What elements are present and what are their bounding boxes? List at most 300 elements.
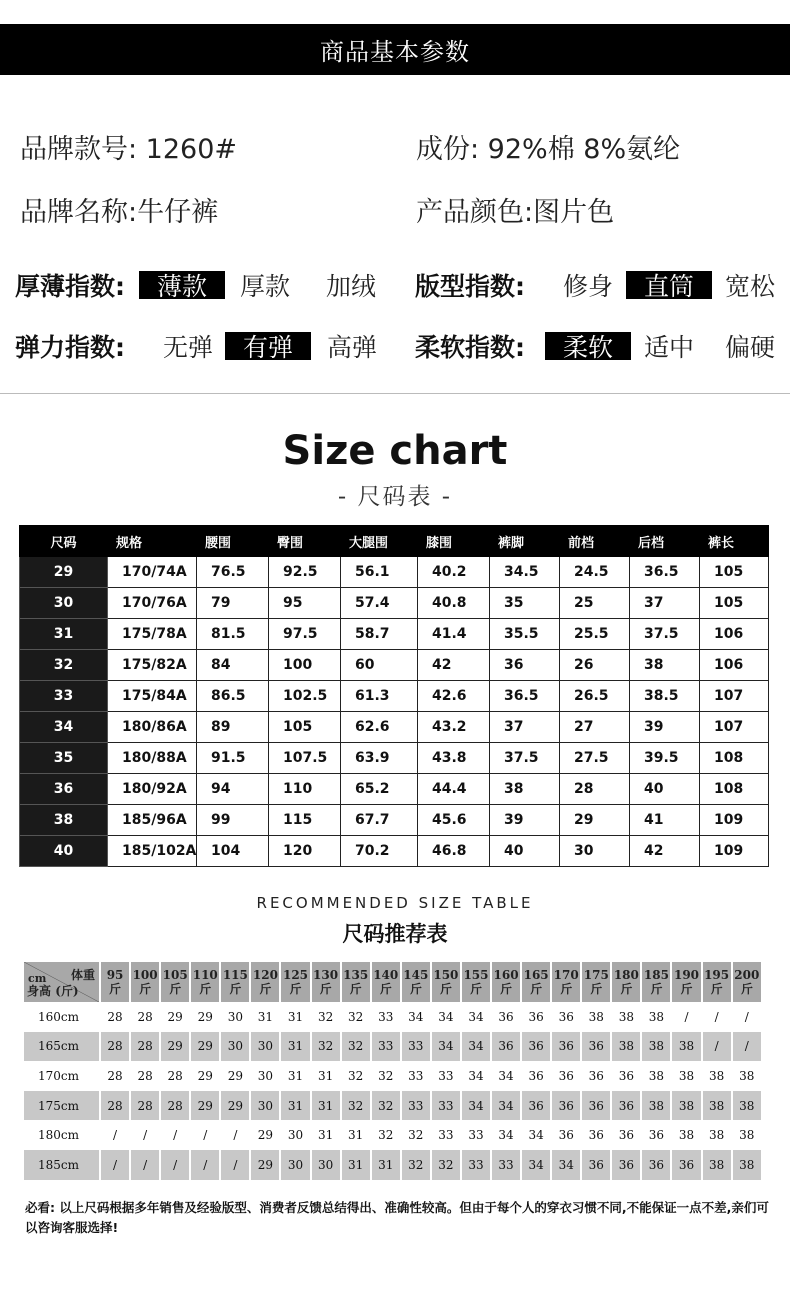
weight-value: 170 [553, 968, 579, 982]
recommended-size-cell: 33 [432, 1091, 462, 1121]
recommended-size-cell: 29 [221, 1091, 251, 1121]
size-label-cell: 32 [20, 650, 108, 681]
size-chart-header-cell: 腰围 [197, 526, 269, 557]
recommended-size-cell: 33 [438, 1128, 454, 1143]
corner-cm-label: cm [28, 972, 47, 985]
recommended-size-cell: 36 [648, 1128, 665, 1143]
size-value-cell: 108 [700, 774, 769, 805]
size-value-cell: 25.5 [560, 619, 630, 650]
weight-header-cell [612, 962, 642, 1002]
recommended-size-cell: 29 [257, 1128, 274, 1143]
recommended-size-cell: 36 [642, 1150, 672, 1180]
size-value-cell: 105 [269, 712, 341, 743]
softness-option: 偏硬 [724, 333, 775, 362]
recommended-size-cell: / [131, 1150, 161, 1180]
recommended-size-cell: 38 [648, 1068, 665, 1083]
size-value-cell: 27 [560, 712, 630, 743]
weight-unit: 斤 [439, 982, 452, 996]
thickness-option-selected: 薄款 [139, 271, 225, 299]
recommended-size-cell: / [733, 1032, 763, 1062]
size-value-cell: 97.5 [269, 619, 341, 650]
recommended-size-cell: 28 [131, 1091, 161, 1121]
size-chart-title: Size chart [282, 428, 508, 474]
weight-value: 120 [252, 968, 278, 982]
weight-header-cell [672, 962, 702, 1002]
size-label-cell: 31 [20, 619, 108, 650]
size-value-cell: 40.2 [418, 557, 490, 588]
size-value-cell: 36 [490, 650, 560, 681]
size-value-cell: 110 [269, 774, 341, 805]
recommended-size-cell: 38 [708, 1068, 725, 1083]
size-value-cell: 60 [341, 650, 418, 681]
recommended-size-cell: 38 [612, 1032, 642, 1062]
recommended-size-cell: 31 [348, 1128, 364, 1143]
recommended-header-row [24, 962, 763, 1002]
size-chart-table [19, 525, 769, 867]
size-value-cell: 28 [560, 774, 630, 805]
thickness-label: 厚薄指数: [15, 272, 125, 301]
recommended-size-cell: 36 [492, 1032, 522, 1062]
recommended-size-cell: 31 [342, 1150, 372, 1180]
recommended-size-cell: 38 [703, 1091, 733, 1121]
weight-header-cell [191, 962, 221, 1002]
size-value-cell: 25 [560, 588, 630, 619]
weight-value: 125 [282, 968, 309, 982]
size-value-cell: 37.5 [490, 743, 560, 774]
weight-unit: 斤 [680, 982, 693, 996]
recommended-corner-cell [24, 962, 101, 1002]
recommended-size-cell: 34 [468, 1009, 484, 1024]
weight-header-cell [492, 962, 522, 1002]
recommended-size-cell: 32 [317, 1009, 334, 1024]
recommended-size-cell: 32 [348, 1068, 364, 1083]
disclaimer-note: 必看: 以上尺码根据多年销售及经验版型、消费者反馈总结得出、准确性较高。但由于每个人的穿衣习惯不同,不能保证一点不差,亲们可以咨询客服选择! [25, 1200, 769, 1235]
weight-header-cell [432, 962, 462, 1002]
thickness-index [15, 265, 395, 305]
size-value-cell: 170/76A [108, 588, 197, 619]
recommended-size-cell: / [161, 1150, 191, 1180]
weight-value: 110 [192, 968, 218, 982]
size-value-cell: 115 [269, 805, 341, 836]
recommended-size-cell: 30 [312, 1150, 342, 1180]
size-value-cell: 120 [269, 836, 341, 867]
size-value-cell: 76.5 [197, 557, 269, 588]
weight-header-cell [161, 962, 191, 1002]
recommended-size-cell: 34 [468, 1068, 484, 1083]
size-value-cell: 67.7 [341, 805, 418, 836]
softness-option-selected: 柔软 [545, 332, 631, 360]
recommended-size-cell: 31 [287, 1068, 304, 1083]
recommended-size-cell: 33 [492, 1150, 522, 1180]
softness-index [415, 326, 790, 366]
size-chart-header-cell: 膝围 [418, 526, 490, 557]
weight-header-cell [281, 962, 311, 1002]
size-value-cell: 38 [490, 774, 560, 805]
recommended-size-cell: 38 [739, 1068, 755, 1083]
recommended-size-cell: 34 [462, 1032, 492, 1062]
recommended-size-cell: 33 [402, 1032, 432, 1062]
size-value-cell: 109 [700, 805, 769, 836]
recommended-size-cell: 36 [588, 1068, 604, 1083]
size-chart-header-cell: 前档 [560, 526, 630, 557]
size-value-cell: 41.4 [418, 619, 490, 650]
recommended-row [24, 1150, 763, 1180]
size-value-cell: 91.5 [197, 743, 269, 774]
size-chart-subtitle: - 尺码表 - [337, 484, 453, 510]
recommended-size-cell: 33 [402, 1091, 432, 1121]
size-value-cell: 37.5 [630, 619, 700, 650]
size-value-cell: 100 [269, 650, 341, 681]
weight-value: 100 [132, 968, 158, 982]
weight-unit: 斤 [500, 982, 513, 996]
weight-unit: 斤 [139, 982, 152, 996]
recommended-size-cell: 30 [281, 1150, 311, 1180]
weight-header-cell [221, 962, 251, 1002]
size-value-cell: 175/82A [108, 650, 197, 681]
weight-header-cell [131, 962, 161, 1002]
size-value-cell: 180/92A [108, 774, 197, 805]
recommended-size-cell: 30 [227, 1009, 243, 1024]
recommended-size-cell: 30 [251, 1032, 281, 1062]
size-value-cell: 89 [197, 712, 269, 743]
recommended-size-cell: 33 [408, 1068, 424, 1083]
size-value-cell: 62.6 [341, 712, 418, 743]
size-value-cell: 36.5 [490, 681, 560, 712]
weight-value: 175 [583, 968, 609, 982]
size-label-cell: 36 [20, 774, 108, 805]
weight-unit: 斤 [169, 982, 182, 996]
recommended-size-cell: 38 [739, 1128, 755, 1143]
recommended-size-cell: 29 [251, 1150, 281, 1180]
recommended-size-cell: 28 [107, 1009, 123, 1024]
size-value-cell: 39 [630, 712, 700, 743]
size-chart-header-cell: 后档 [630, 526, 700, 557]
corner-height-label: 身高 (斤) [27, 984, 79, 998]
size-value-cell: 86.5 [197, 681, 269, 712]
recommended-size-cell: 38 [642, 1032, 672, 1062]
size-value-cell: 81.5 [197, 619, 269, 650]
fit-option-selected: 直筒 [626, 271, 712, 299]
weight-unit: 斤 [560, 982, 573, 996]
size-value-cell: 79 [197, 588, 269, 619]
size-label-cell: 29 [20, 557, 108, 588]
size-value-cell: 99 [197, 805, 269, 836]
weight-value: 95 [106, 968, 124, 982]
recommended-size-cell: 31 [317, 1128, 334, 1143]
recommended-size-cell: 36 [522, 1091, 552, 1121]
recommended-size-cell: 36 [612, 1150, 642, 1180]
size-value-cell: 58.7 [341, 619, 418, 650]
recommended-title-en: RECOMMENDED SIZE TABLE [256, 894, 534, 912]
recommended-size-cell: 32 [348, 1009, 364, 1024]
size-value-cell: 180/86A [108, 712, 197, 743]
size-value-cell: 104 [197, 836, 269, 867]
recommended-size-cell: 29 [197, 1009, 213, 1024]
size-value-cell: 38 [630, 650, 700, 681]
size-value-cell: 92.5 [269, 557, 341, 588]
recommended-size-cell: 30 [251, 1091, 281, 1121]
size-chart-row [20, 743, 769, 774]
weight-unit: 斤 [409, 982, 422, 996]
recommended-size-cell: 32 [372, 1091, 402, 1121]
weight-header-cell [342, 962, 372, 1002]
size-value-cell: 29 [560, 805, 630, 836]
size-value-cell: 40.8 [418, 588, 490, 619]
size-chart-header-cell: 臀围 [269, 526, 341, 557]
weight-unit: 斤 [289, 982, 302, 996]
recommended-size-cell: 28 [137, 1009, 153, 1024]
recommended-size-cell: 32 [378, 1068, 394, 1083]
recommended-size-cell: 38 [672, 1091, 702, 1121]
recommended-size-cell: 28 [131, 1032, 161, 1062]
recommended-size-cell: 32 [432, 1150, 462, 1180]
recommended-size-cell: 31 [281, 1091, 311, 1121]
weight-header-cell [402, 962, 432, 1002]
weight-value: 165 [523, 968, 549, 982]
size-chart-row [20, 650, 769, 681]
recommended-size-cell: / [143, 1128, 148, 1143]
size-value-cell: 94 [197, 774, 269, 805]
weight-unit: 斤 [379, 982, 392, 996]
recommended-size-cell: 29 [167, 1009, 183, 1024]
weight-header-cell [733, 962, 763, 1002]
spec-color: 产品颜色:图片色 [416, 197, 615, 228]
recommended-size-cell: / [203, 1128, 208, 1143]
size-value-cell: 109 [700, 836, 769, 867]
size-value-cell: 95 [269, 588, 341, 619]
weight-header-cell [522, 962, 552, 1002]
recommended-size-cell: 29 [161, 1032, 191, 1062]
recommended-size-cell: 29 [227, 1068, 243, 1083]
size-value-cell: 42.6 [418, 681, 490, 712]
size-chart-header-cell: 裤长 [700, 526, 769, 557]
softness-label: 柔软指数: [415, 333, 525, 362]
weight-value: 115 [222, 968, 248, 982]
recommended-size-cell: 32 [312, 1032, 342, 1062]
stretch-label: 弹力指数: [15, 333, 125, 362]
recommended-size-cell: / [191, 1150, 221, 1180]
weight-unit: 斤 [650, 982, 663, 996]
weight-header-cell [312, 962, 342, 1002]
weight-unit: 斤 [229, 982, 242, 996]
weight-value: 185 [643, 968, 669, 982]
recommended-size-cell: 28 [137, 1068, 153, 1083]
recommended-size-cell: 30 [287, 1128, 304, 1143]
weight-header-cell [552, 962, 582, 1002]
page-header: 商品基本参数 [0, 24, 790, 75]
recommended-size-cell: 34 [408, 1009, 424, 1024]
size-value-cell: 170/74A [108, 557, 197, 588]
recommended-size-cell: 33 [438, 1068, 454, 1083]
size-value-cell: 105 [700, 557, 769, 588]
recommended-size-cell: 36 [552, 1032, 582, 1062]
recommended-size-cell: 38 [648, 1009, 665, 1024]
weight-value: 145 [403, 968, 429, 982]
weight-unit: 斤 [530, 982, 543, 996]
height-cell: 185cm [24, 1150, 101, 1180]
size-value-cell: 63.9 [341, 743, 418, 774]
size-value-cell: 39.5 [630, 743, 700, 774]
size-value-cell: 180/88A [108, 743, 197, 774]
size-label-cell: 30 [20, 588, 108, 619]
recommended-size-cell: 29 [197, 1068, 213, 1083]
recommended-size-table [24, 962, 763, 1180]
recommended-size-cell: / [173, 1128, 178, 1143]
weight-unit: 斤 [740, 982, 753, 996]
recommended-size-cell: 33 [378, 1009, 394, 1024]
spec-composition: 成份: 92%棉 8%氨纶 [416, 134, 681, 165]
size-value-cell: 40 [490, 836, 560, 867]
recommended-size-cell: 36 [522, 1032, 552, 1062]
stretch-index [15, 326, 395, 366]
softness-option: 适中 [643, 333, 694, 362]
size-value-cell: 45.6 [418, 805, 490, 836]
recommended-size-cell: 33 [462, 1150, 492, 1180]
recommended-size-cell: 29 [191, 1091, 221, 1121]
size-value-cell: 26.5 [560, 681, 630, 712]
recommended-size-cell: 36 [618, 1068, 634, 1083]
size-value-cell: 185/102A [108, 836, 197, 867]
recommended-size-cell: 36 [558, 1009, 574, 1024]
recommended-row [24, 1032, 763, 1062]
recommended-row [24, 1002, 763, 1032]
size-value-cell: 42 [418, 650, 490, 681]
size-value-cell: 37 [630, 588, 700, 619]
weight-header-cell [642, 962, 672, 1002]
recommended-size-cell: 38 [618, 1009, 634, 1024]
recommended-size-cell: 36 [588, 1128, 604, 1143]
recommended-size-cell: 32 [408, 1128, 424, 1143]
recommended-size-cell: 38 [733, 1091, 763, 1121]
weight-unit: 斤 [590, 982, 603, 996]
stretch-option-selected: 有弹 [225, 332, 311, 360]
weight-value: 160 [493, 968, 519, 982]
recommended-size-cell: 38 [672, 1032, 702, 1062]
fit-index [415, 265, 790, 305]
recommended-size-cell: 36 [582, 1032, 612, 1062]
recommended-size-cell: 31 [317, 1068, 334, 1083]
size-value-cell: 175/84A [108, 681, 197, 712]
weight-value: 190 [673, 968, 700, 982]
weight-value: 155 [463, 968, 489, 982]
weight-unit: 斤 [259, 982, 272, 996]
recommended-size-cell: 38 [678, 1128, 695, 1143]
recommended-row [24, 1120, 763, 1150]
size-value-cell: 39 [490, 805, 560, 836]
recommended-size-cell: 30 [221, 1032, 251, 1062]
size-chart-row [20, 619, 769, 650]
recommended-size-cell: 34 [498, 1068, 514, 1083]
weight-unit: 斤 [349, 982, 362, 996]
recommended-size-cell: 36 [552, 1091, 582, 1121]
size-value-cell: 40 [630, 774, 700, 805]
weight-value: 105 [162, 968, 188, 982]
recommended-size-cell: 38 [642, 1091, 672, 1121]
size-label-cell: 40 [20, 836, 108, 867]
size-chart-header-row [20, 526, 769, 557]
recommended-size-cell: 34 [462, 1091, 492, 1121]
size-label-cell: 38 [20, 805, 108, 836]
fit-label: 版型指数: [415, 272, 525, 301]
recommended-size-cell: 31 [287, 1009, 304, 1024]
height-cell: 180cm [38, 1128, 80, 1143]
size-chart-header-cell: 规格 [108, 526, 197, 557]
recommended-size-cell: / [221, 1150, 251, 1180]
weight-header-cell [372, 962, 402, 1002]
recommended-row [24, 1091, 763, 1121]
recommended-size-cell: 31 [257, 1009, 274, 1024]
height-cell: 170cm [38, 1068, 80, 1083]
size-value-cell: 56.1 [341, 557, 418, 588]
size-value-cell: 38.5 [630, 681, 700, 712]
size-value-cell: 108 [700, 743, 769, 774]
size-chart-row [20, 774, 769, 805]
size-label-cell: 33 [20, 681, 108, 712]
size-value-cell: 65.2 [341, 774, 418, 805]
fit-option: 修身 [562, 272, 613, 301]
recommended-size-cell: 34 [528, 1128, 544, 1143]
recommended-title-zh: 尺码推荐表 [342, 922, 448, 946]
size-value-cell: 41 [630, 805, 700, 836]
weight-value: 195 [704, 968, 730, 982]
recommended-size-cell: 34 [522, 1150, 552, 1180]
weight-header-cell [703, 962, 733, 1002]
height-cell: 160cm [38, 1009, 80, 1024]
size-value-cell: 36.5 [630, 557, 700, 588]
weight-unit: 斤 [199, 982, 212, 996]
weight-unit: 斤 [109, 982, 122, 996]
size-value-cell: 43.8 [418, 743, 490, 774]
recommended-size-cell: 28 [167, 1068, 183, 1083]
recommended-size-cell: 31 [281, 1032, 311, 1062]
recommended-size-cell: 32 [342, 1032, 372, 1062]
recommended-size-cell: 32 [402, 1150, 432, 1180]
weight-value: 150 [433, 968, 459, 982]
weight-unit: 斤 [469, 982, 482, 996]
size-value-cell: 185/96A [108, 805, 197, 836]
recommended-size-cell: 28 [101, 1032, 131, 1062]
size-value-cell: 24.5 [560, 557, 630, 588]
size-value-cell: 35.5 [490, 619, 560, 650]
size-value-cell: 57.4 [341, 588, 418, 619]
recommended-size-cell: / [684, 1009, 689, 1024]
weight-header-cell [582, 962, 612, 1002]
section-divider [0, 393, 790, 394]
weight-unit: 斤 [620, 982, 633, 996]
weight-value: 135 [343, 968, 369, 982]
size-label-cell: 35 [20, 743, 108, 774]
size-chart-header-cell: 尺码 [20, 526, 108, 557]
size-value-cell: 107.5 [269, 743, 341, 774]
recommended-size-cell: 36 [672, 1150, 702, 1180]
size-value-cell: 44.4 [418, 774, 490, 805]
recommended-size-cell: / [703, 1032, 733, 1062]
recommended-size-cell: 28 [107, 1068, 123, 1083]
size-chart-row [20, 836, 769, 867]
size-value-cell: 107 [700, 681, 769, 712]
stretch-option: 无弹 [162, 333, 213, 362]
size-chart-row [20, 805, 769, 836]
recommended-size-cell: 29 [191, 1032, 221, 1062]
weight-value: 130 [313, 968, 339, 982]
size-value-cell: 102.5 [269, 681, 341, 712]
size-value-cell: 37 [490, 712, 560, 743]
size-value-cell: 43.2 [418, 712, 490, 743]
weight-unit: 斤 [319, 982, 332, 996]
size-value-cell: 35 [490, 588, 560, 619]
recommended-size-cell: 38 [678, 1068, 695, 1083]
recommended-size-cell: 36 [582, 1150, 612, 1180]
